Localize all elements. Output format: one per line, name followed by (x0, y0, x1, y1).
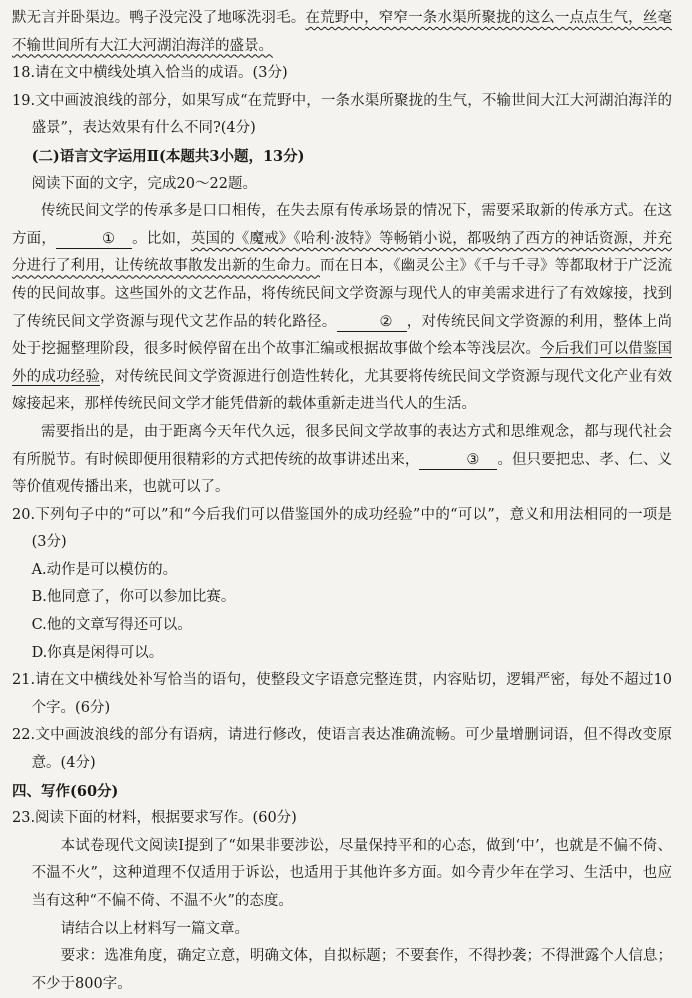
underlined-sentence: 今后我们可以借鉴国外的成功经验 (12, 341, 673, 385)
writing-material: 本试卷现代文阅读Ⅰ提到了“如果非要涉讼，尽量保持平和的心态，做到‘中’，也就是不偏不倚、不温不火”，这种道理不仅适用于诉讼，也适用于其他许多方面。如今青少年在学习、生活中，也应当有这种“不偏不倚、不温不火”的态度。 (31, 837, 672, 909)
writing-requirements: 要求：选准角度，确定立意，明确文体，自拟标题；不要套作，不得抄袭；不得泄露个人信息；不少于800字。 (31, 948, 672, 992)
passage-top-paragraph (12, 5, 672, 60)
passage-paragraph-2 (12, 419, 672, 502)
passage-text: ，对传统民间文学资源的利用，整体上尚处于挖掘整理阶段，很多时候停留在出个故事汇编或根据故事做个绘本等浅层次。 (12, 313, 672, 358)
passage-top-text: 默无言并卧渠边。鸭子没完没了地啄洗羽毛。 (12, 10, 306, 26)
blank-3: ③ (419, 451, 497, 470)
question-18: 18.请在文中横线处填入恰当的成语。(3分) (12, 65, 288, 82)
question-21: 21.请在文中横线处补写恰当的语句，使整段文字语意完整连贯，内容贴切，逻辑严密，每处不超过10个字。(6分) (12, 672, 672, 716)
option-a: A.动作是可以模仿的。 (31, 561, 178, 578)
passage-text: 而在日本，《幽灵公主》《千与千寻》等都取材于广泛流传的民间故事。这些国外的文艺作品，将传统民间文学资源与现代人的审美需求进行了有效嫁接，找到了传统民间文学资源与现代文艺作品的转化路径。 (12, 258, 672, 330)
option-b: B.他同意了，你可以参加比赛。 (31, 589, 236, 606)
passage-text: 。比如， (132, 230, 191, 247)
option-c: C.他的文章写得还可以。 (31, 617, 192, 634)
question-22: 22.文中画波浪线的部分有语病，请进行修改，使语言表达准确流畅。可少量增删词语，但不得改变原意。(4分) (12, 727, 672, 772)
passage-paragraph-1 (12, 198, 672, 419)
section-2-instruction: 阅读下面的文字，完成20～22题。 (31, 175, 257, 192)
wavy-underlined-sentence: 英国的《魔戒》《哈利·波特》等畅销小说，都吸纳了西方的神话资源，并充分进行了利用，让传统故事散发出新的生命力。 (12, 230, 673, 275)
passage-text: ，对传统民间文学资源进行创造性转化，尤其要将传统民间文学资源与现代文化产业有效嫁接起来，那样传统民间文学才能凭借新的载体重新走进当代人的生活。 (12, 368, 673, 413)
question-20: 20.下列句子中的“可以”和“今后我们可以借鉴国外的成功经验”中的“可以”，意义和用法相同的一项是(3分) (12, 506, 672, 551)
writing-task: 请结合以上材料写一篇文章。 (60, 920, 250, 937)
section-4-heading: 四、写作(60分) (12, 782, 119, 800)
question-23: 23.阅读下面的材料，根据要求写作。(60分) (12, 810, 297, 827)
passage-text: 需要指出的是，由于距离今天年代久远，很多民间文学故事的表达方式和思维观念，都与现代社会有所脱节。有时候即便用很精彩的方式把传统的故事讲述出来， (12, 423, 672, 468)
section-2-heading: (二)语言文字运用Ⅱ(本题共3小题，13分) (31, 147, 305, 165)
wavy-underlined-sentence: 在荒野中，窄窄一条水渠所聚拢的这么一点点生气，丝毫不输世间所有大江大河湖泊海洋的盛景。 (12, 10, 673, 54)
blank-2: ② (337, 313, 407, 332)
passage-text: 传统民间文学的传承多是口口相传，在失去原有传承场景的情况下，需要采取新的传承方式。在这方面， (12, 203, 672, 247)
question-19: 19.文中画波浪线的部分，如果写成“在荒野中，一条水渠所聚拢的生气，不输世间大江大河湖泊海洋的盛景”，表达效果有什么不同?(4分) (12, 92, 672, 137)
option-d: D.你真是闲得可以。 (31, 644, 164, 661)
passage-text: 。但只要把忠、孝、仁、义等价值观传播出来，也就可以了。 (12, 451, 673, 496)
blank-1: ① (56, 230, 132, 249)
